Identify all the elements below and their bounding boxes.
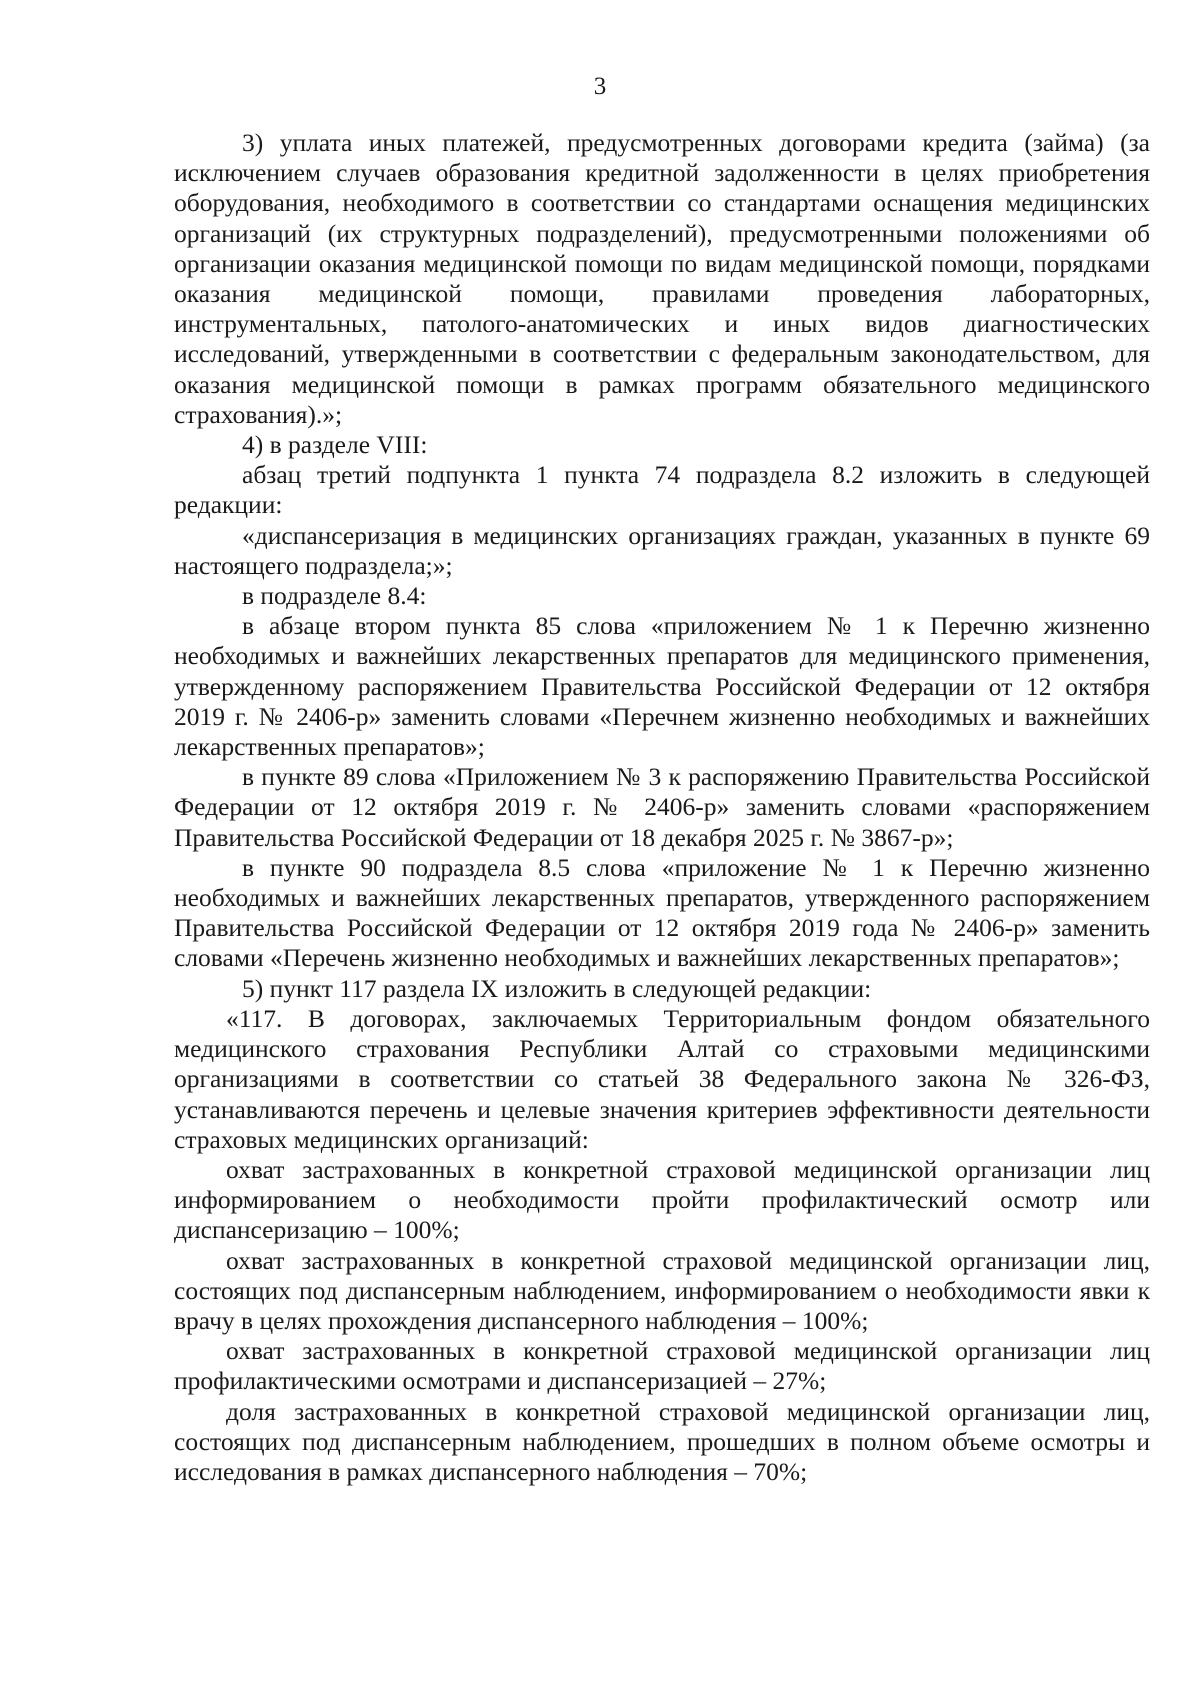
paragraph-abzac-tretiy: абзац третий подпункта 1 пункта 74 подраздела 8.2 изложить в следующей редакции: xyxy=(174,460,1150,520)
paragraph-criterion-4: доля застрахованных в конкретной страховой медицинской организации лиц, состоящих под диспансерным наблюдением, прошедших в полном объеме осмотры и исследования в рамках диспансерного наблюдения – 70%; xyxy=(174,1396,1150,1486)
paragraph-item-3: 3) уплата иных платежей, предусмотренных договорами кредита (займа) (за исключением случаев образования кредитной задолженности в целях приобретения оборудования, необходимого в соответствии со стандартами оснащения медицинских организаций (их структурных подразделений), предусмотренными положениями об организации оказания медицинской помощи по видам медицинской помощи, порядками оказания медицинской помощи, правилами проведения лабораторных, инструментальных, патолого-анатомических и иных видов диагностических исследований, утвержденными в соответствии с федеральным законодательством, для оказания медицинской помощи в рамках программ обязательного медицинского страхования).»; xyxy=(174,128,1150,429)
paragraph-punkt-117: «117. В договорах, заключаемых Территориальным фондом обязательного медицинского страхования Республики Алтай со страховыми медицинскими организациями в соответствии со статьей 38 Федерального закона № 326-ФЗ, устанавливаются перечень и целевые значения критериев эффективности деятельности страховых медицинских организаций: xyxy=(174,1003,1150,1154)
document-body xyxy=(174,128,1150,1487)
paragraph-podrazdel-8-4: в подразделе 8.4: xyxy=(242,581,427,611)
page-number: 3 xyxy=(593,73,607,100)
paragraph-criterion-3: охват застрахованных в конкретной страховой медицинской организации лиц профилактическими осмотрами и диспансеризацией – 27%; xyxy=(174,1336,1150,1396)
paragraph-punkt-90: в пункте 90 подраздела 8.5 слова «приложение № 1 к Перечню жизненно необходимых и важнейших лекарственных препаратов, утвержденного распоряжением Правительства Российской Федерации от 12 октября 2019 года № 2406-р» заменить словами «Перечень жизненно необходимых и важнейших лекарственных препаратов»; xyxy=(174,852,1150,973)
paragraph-punkt-89: в пункте 89 слова «Приложением № 3 к распоряжению Правительства Российской Федерации от 12 октября 2019 г. № 2406-р» заменить словами «распоряжением Правительства Российской Федерации от 18 декабря 2025 г. № 3867-р»; xyxy=(174,762,1150,852)
paragraph-criterion-2: охват застрахованных в конкретной страховой медицинской организации лиц, состоящих под диспансерным наблюдением, информированием о необходимости явки к врачу в целях прохождения диспансерного наблюдения – 100%; xyxy=(174,1245,1150,1335)
paragraph-quote-dispanserizaciya: «диспансеризация в медицинских организациях граждан, указанных в пункте 69 настоящего подраздела;»; xyxy=(174,520,1150,580)
paragraph-criterion-1: охват застрахованных в конкретной страховой медицинской организации лиц информированием о необходимости пройти профилактический осмотр или диспансеризацию – 100%; xyxy=(174,1154,1150,1245)
paragraph-item-5: 5) пункт 117 раздела IX изложить в следующей редакции: xyxy=(242,973,872,1003)
paragraph-item-4: 4) в разделе VIII: xyxy=(242,430,428,460)
paragraph-punkt-85: в абзаце втором пункта 85 слова «приложением № 1 к Перечню жизненно необходимых и важнейших лекарственных препаратов для медицинского применения, утвержденному распоряжением Правительства Российской Федерации от 12 октября 2019 г. № 2406-р» заменить словами «Перечнем жизненно необходимых и важнейших лекарственных препаратов»; xyxy=(174,611,1150,762)
